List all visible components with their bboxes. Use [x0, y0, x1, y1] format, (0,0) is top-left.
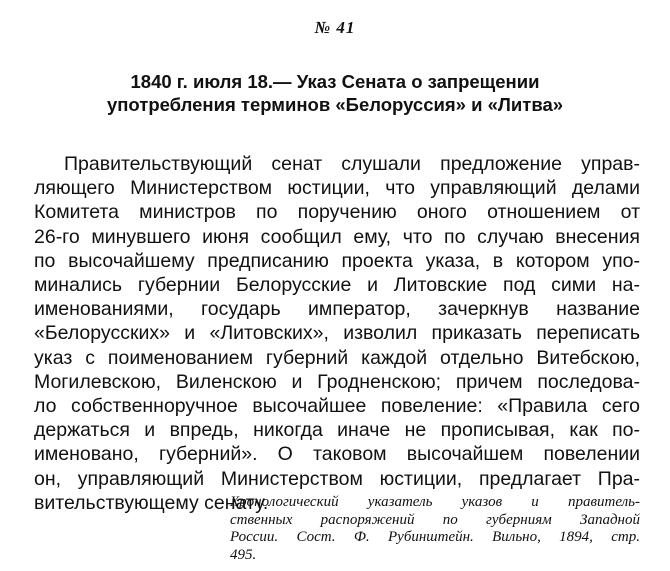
source-line: России. Сост. Ф. Рубинштейн. Вильно, 1894, стр.: [230, 529, 640, 545]
body-line: ло собственноручное высочайшее повеление: «Правила сего: [34, 395, 640, 418]
source-line: Хронологический указатель указов и правитель-: [230, 494, 640, 510]
body-line: держаться и впредь, никогда иначе не прописывая, как по-: [34, 419, 640, 442]
body-line: именовано, губерний». О таковом высочайшем повелении: [34, 443, 640, 466]
body-line: он, управляющий Министерством юстиции, предлагает Пра-: [34, 467, 640, 490]
body-line: указ с поименованием губерний каждой отдельно Витебскою,: [34, 346, 640, 369]
title-line: употребления терминов «Белоруссия» и «Литва»: [106, 94, 564, 115]
body-line: «Белорусских» и «Литовских», изволил приказать переписать: [34, 322, 640, 345]
source-line: 495.: [230, 546, 257, 563]
body-line: вительствующему сенату.: [34, 491, 269, 514]
document-body: [34, 152, 640, 515]
body-line: ляющего Министерством юстиции, что управляющий делами: [34, 177, 640, 200]
body-line: Комитета министров по поручению оного отношением от: [34, 201, 640, 224]
body-line: по высочайшему предписанию проекта указа, в котором упо-: [34, 249, 640, 272]
body-line: 26-го минувшего июня сообщил ему, что по случаю внесения: [34, 225, 640, 248]
body-line: именованиями, государь император, зачеркнув название: [34, 298, 640, 321]
document-title: [60, 70, 610, 116]
source-citation: [230, 494, 640, 564]
body-line: Могилевскою, Виленскою и Гродненскою; причем последова-: [34, 370, 640, 393]
source-line: ственных распоряжений по губерниям Западной: [230, 511, 640, 528]
title-line: 1840 г. июля 18.— Указ Сената о запрещении: [130, 71, 540, 92]
body-line: Правительствующий сенат слушали предложение управ-: [64, 153, 640, 175]
body-line: минались губернии Белорусские и Литовские под сими на-: [34, 274, 640, 297]
document-number: № 41: [314, 18, 356, 37]
